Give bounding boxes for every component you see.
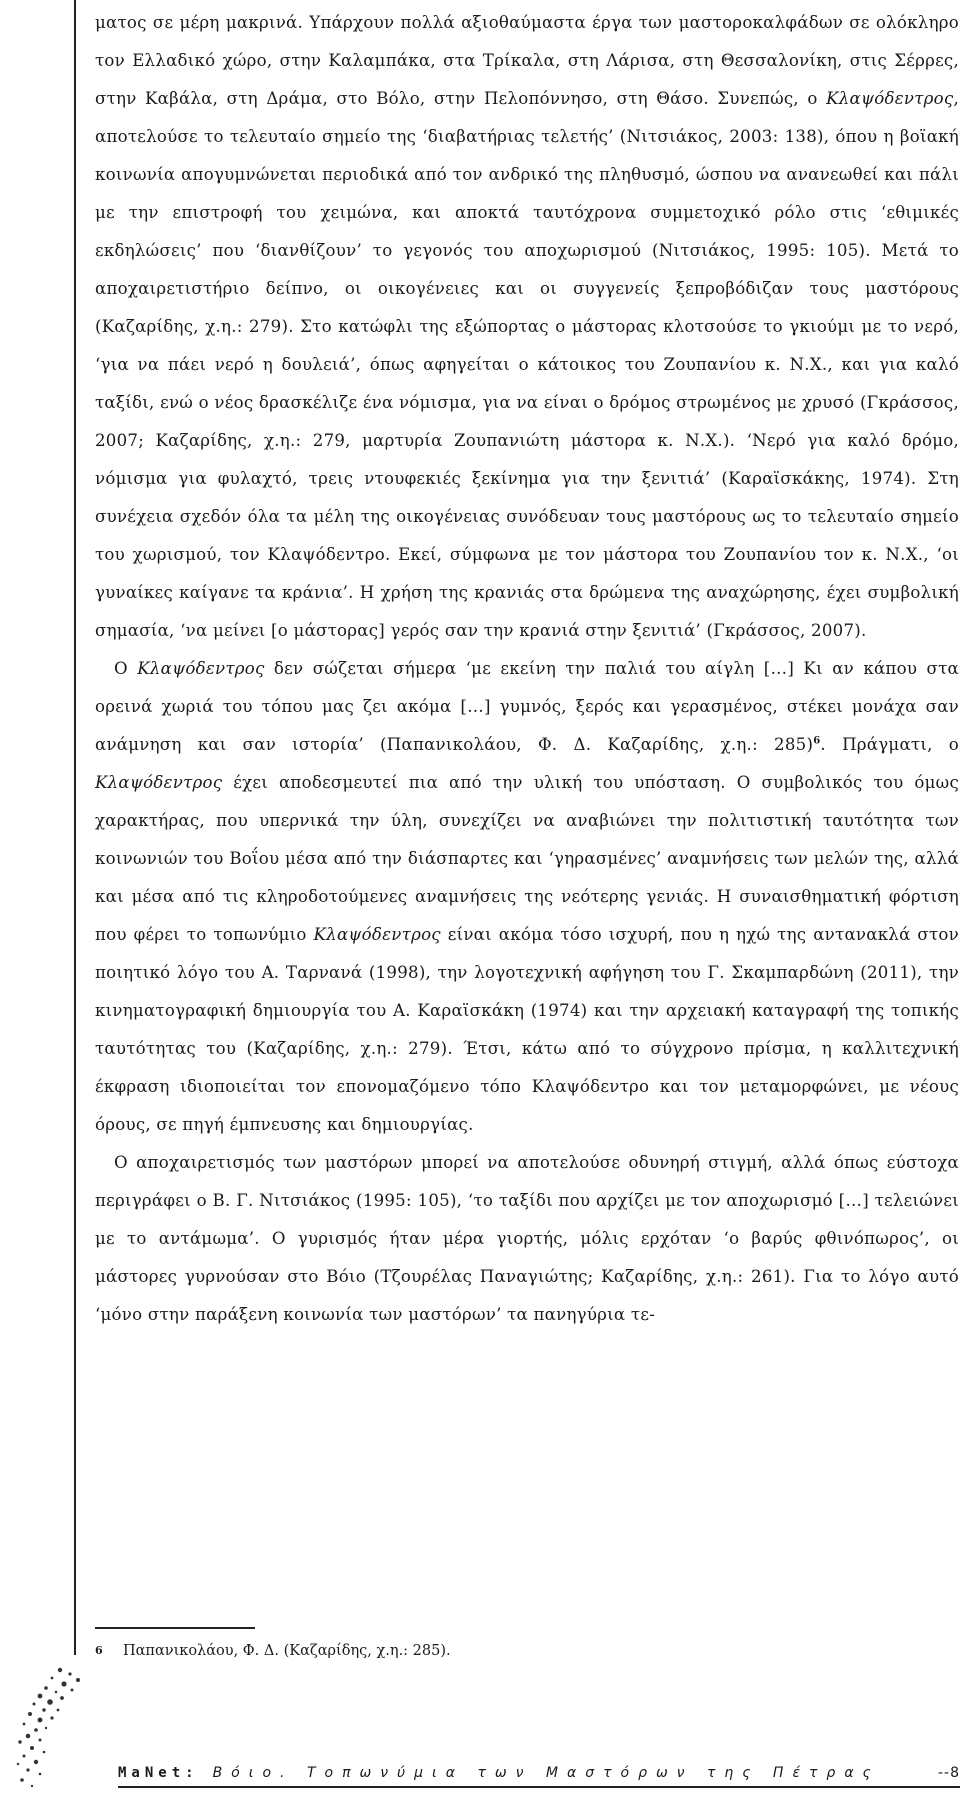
footnote-number: 6 (95, 1644, 103, 1657)
text-run: . Πράγματι, ο (820, 735, 959, 754)
running-title: Βόιο. Τοπωνύμια των Μαστόρων της Πέτρας (212, 1765, 880, 1781)
paragraph (95, 4, 959, 650)
text-run: Ο (114, 659, 138, 678)
italic-term: Κλαψόδεντρος (826, 89, 954, 108)
text-run: ματος σε μέρη μακρινά. Υπάρχουν πολλά αξιοθαύμαστα έργα των μαστοροκαλφάδων σε ολόκληρο τον Ελλαδικό χώρο, στην Καλαμπάκα, στα Τρίκαλα, στη Λάρισα, στη Θεσσαλονίκη, στις Σέρρες, στην Καβάλα, στη Δράμα, στο Βόλο, στην Πελοπόννησο, στη Θάσο. Συνεπώς, ο (95, 13, 959, 108)
decorative-dots-ornament (0, 1640, 100, 1794)
italic-term: Κλαψόδεντρος (95, 773, 223, 792)
running-footer (118, 1762, 960, 1788)
footnote (95, 1640, 955, 1662)
footnote-separator (95, 1627, 255, 1629)
paragraph (95, 650, 959, 1144)
text-run: είναι ακόμα τόσο ισχυρή, που η ηχώ της αντανακλά στον ποιητικό λόγο του Α. Ταρνανά (1998), την λογοτεχνική αφήγηση του Γ. Σκαμπαρδώνη (2011), την κινηματογραφική δημιουργία του Α. Καραϊσκάκη (1974) και την αρχειακή καταγραφή της τοπικής ταυτότητας του (Καζαρίδης, χ.η.: 279). Έτσι, κάτω από το σύγχρονο πρίσμα, η καλλιτεχνική έκφραση ιδιοποιείται τον επονομαζόμενο τόπο Κλαψόδεντρο και τον μεταμορφώνει, με νέους όρους, σε πηγή έμπνευσης και δημιουργίας. (95, 925, 959, 1134)
text-run: έχει αποδεσμευτεί πια από την υλική του υπόσταση. Ο συμβολικός του όμως χαρακτήρας, που υπερνικά την ύλη, συνεχίζει να αναβιώνει την πολιτιστική ταυτότητα των κοινωνιών του Βοΐου μέσα από την διάσπαρτες και ‘γηρασμένες’ αναμνήσεις των μελών της, αλλά και μέσα από τις κληροδοτούμενες αναμνήσεις της νεότερης γενιάς. Η συναισθηματική φόρτιση που φέρει το τοπωνύμιο (95, 773, 959, 944)
text-run: Ο αποχαιρετισμός των μαστόρων μπορεί να αποτελούσε οδυνηρή στιγμή, αλλά όπως εύστοχα περιγράφει ο Β. Γ. Νιτσιάκος (1995: 105), ‘το ταξίδι που αρχίζει με τον αποχωρισμό […] τελειώνει με το αντάμωμα’. Ο γυρισμός ήταν μέρα γιορτής, μόλις ερχόταν ‘ο βαρύς φθινόπωρος’, οι μάστορες γυρνούσαν στο Βόιο (Τζουρέλας Παναγιώτης; Καζαρίδης, χ.η.: 261). Για το λόγο αυτό ‘μόνο στην παράξενη κοινωνία των μαστόρων’ τα πανηγύρια τε- (95, 1153, 959, 1324)
main-text-body (95, 4, 959, 1334)
text-run: , αποτελούσε το τελευταίο σημείο της ‘διαβατήριας τελετής’ (Νιτσιάκος, 2003: 138), όπου η βοϊακή κοινωνία απογυμνώνεται περιοδικά από τον ανδρικό της πληθυσμό, ώσπου να ανανεωθεί και πάλι με την επιστροφή του χειμώνα, και αποκτά ταυτόχρονα συμμετοχικό ρόλο στις ‘εθιμικές εκδηλώσεις’ που ‘διανθίζουν’ το γεγονός του αποχωρισμού (Νιτσιάκος, 1995: 105). Μετά το αποχαιρετιστήριο δείπνο, οι οικογένειες και οι συγγενείς ξεπροβόδιζαν τους μαστόρους (Καζαρίδης, χ.η.: 279). Στο κατώφλι της εξώπορτας ο μάστορας κλοτσούσε το γκιούμι με το νερό, ‘για να πάει νερό η δουλειά’, όπως αφηγείται ο κάτοικος του Ζουπανίου κ. Ν.Χ., και για καλό ταξίδι, ενώ ο νέος δρασκέλιζε ένα νόμισμα, για να είναι ο δρόμος στρωμένος με χρυσό (Γκράσσος, 2007; Καζαρίδης, χ.η.: 279, μαρτυρία Ζουπανιώτη μάστορα κ. Ν.Χ.). ‘Νερό για καλό δρόμο, νόμισμα για φυλαχτό, τρεις ντουφεκιές ξεκίνημα για την ξενιτιά’ (Καραϊσκάκης, 1974). Στη συνέχεια σχεδόν όλα τα μέλη της οικογένειας συνόδευαν τους μαστόρους ως το τελευταίο σημείο του χωρισμού, τον Κλαψόδεντρο. Εκεί, σύμφωνα με τον μάστορα του Ζουπανίου τον κ. Ν.Χ., ‘οι γυναίκες καίγανε τα κράνια’. Η χρήση της κρανιάς στα δρώμενα της αναχώρησης, έχει συμβολική σημασία, ‘να μείνει [ο μάστορας] γερός σαν την κρανιά στην ξενιτιά’ (Γκράσσος, 2007). (95, 89, 959, 640)
text-run: δεν σώζεται σήμερα ‘με εκείνη την παλιά του αίγλη […] Κι αν κάπου στα ορεινά χωριά του τόπου μας ζει ακόμα […] γυμνός, ξερός και γερασμένος, στέκει μονάχα σαν ανάμνηση και σαν ιστορία’ (Παπανικολάου, Φ. Δ. Καζαρίδης, χ.η.: 285) (95, 659, 959, 754)
footnote-reference: 6 (813, 735, 821, 747)
footnote-text: Παπανικολάου, Φ. Δ. (Καζαρίδης, χ.η.: 285). (123, 1643, 451, 1659)
italic-term: Κλαψόδεντρος (313, 925, 441, 944)
page-number: --8 (937, 1765, 960, 1781)
journal-name: MaNet: (118, 1765, 199, 1781)
paragraph (95, 1144, 959, 1334)
left-margin-rule (74, 0, 76, 1655)
italic-term: Κλαψόδεντρος (137, 659, 265, 678)
